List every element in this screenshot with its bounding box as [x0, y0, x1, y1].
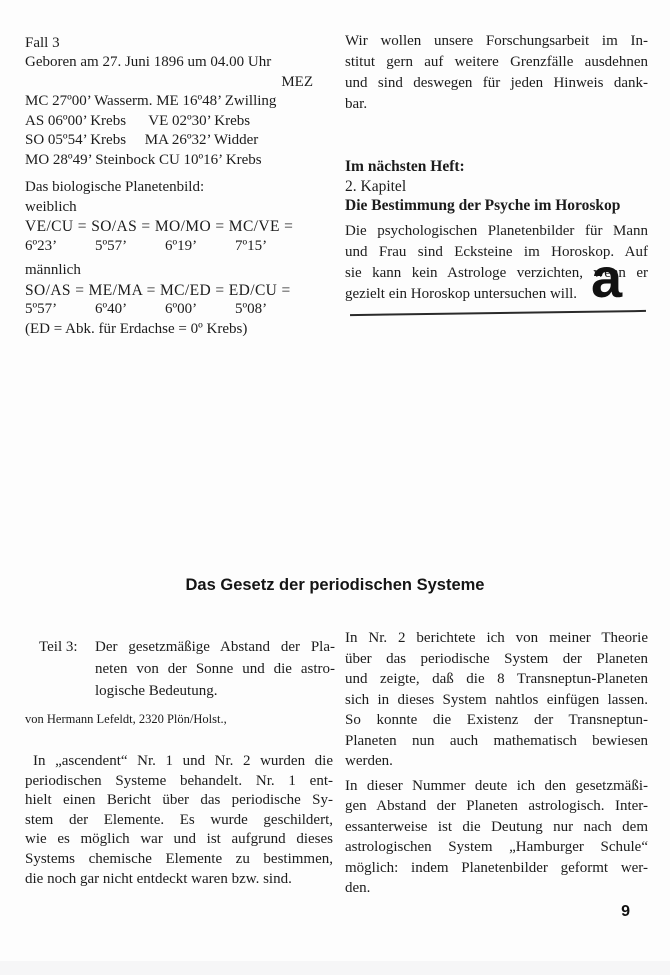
text-line: und zeigte, daß die 8 Transneptun-Planeten — [345, 671, 648, 687]
text-line: hielt einen Bericht über das periodische Sy- — [25, 792, 333, 809]
text-line: möglich: indem Planetenbilder geformt wer- — [345, 859, 648, 876]
text-line: MO 28º49’ Steinbock CU 10º16’ Krebs — [25, 151, 262, 168]
text-line: logische Bedeutung. — [95, 683, 218, 699]
text-line: die noch gar nicht entdeckt waren bzw. sind. — [25, 870, 292, 887]
formula-value: 6º19’ — [165, 237, 198, 254]
text-line: gezielt ein Horoskop untersuchen will. — [345, 285, 578, 302]
text-line: werden. — [345, 753, 393, 769]
text-line: stem der Elemente. Es wurde geschildert, — [25, 811, 333, 828]
formula-value: 6º23’ — [25, 237, 58, 254]
timezone-label: MEZ — [281, 73, 313, 90]
ed-abbreviation-note: (ED = Abk. für Erdachse = 0º Krebs) — [25, 320, 248, 337]
text-line: über das periodische System der Planeten — [345, 650, 648, 667]
text-line: SO 05º54’ Krebs MA 26º32’ Widder — [25, 132, 259, 148]
formula-value: 7º15’ — [235, 237, 268, 254]
male-label: männlich — [25, 262, 81, 278]
column-divider-rule — [350, 310, 646, 316]
part-label: Teil 3: — [39, 639, 78, 655]
bio-planet-picture-title: Das biologische Planetenbild: — [25, 179, 205, 195]
text-line: den. — [345, 880, 371, 897]
article-right-paragraph-2 — [345, 776, 648, 898]
male-formula-values — [25, 300, 333, 320]
part-heading-block — [25, 636, 335, 702]
formula-value: 6º00’ — [165, 301, 198, 317]
text-line: Der gesetzmäßige Abstand der Pla- — [95, 639, 335, 655]
text-line: essanterweise ist die Deutung nur nach dem — [345, 818, 648, 835]
chapter-title: Die Bestimmung der Psyche im Horoskop — [345, 197, 621, 214]
formula-value: 5º57’ — [25, 301, 58, 317]
formula-value: 5º08’ — [235, 301, 268, 317]
text-line: gen Abstand der Planeten astrologisch. Inter- — [345, 798, 648, 815]
text-line: und Frau sind Ecksteine im Horoskop. Auf — [345, 243, 648, 260]
scan-edge-shadow — [0, 961, 670, 975]
text-line: AS 06º00’ Krebs VE 02º30’ Krebs — [25, 112, 251, 129]
male-formula: SO/AS = ME/MA = MC/ED = ED/CU = — [25, 281, 291, 299]
text-line: periodischen Systeme behandelt. Nr. 1 ent- — [25, 772, 333, 789]
female-formula-values — [25, 237, 333, 257]
formula-value: 5º57’ — [95, 237, 128, 254]
planet-positions-table — [25, 92, 333, 170]
case-title: Fall 3 — [25, 35, 60, 51]
female-formula: VE/CU = SO/AS = MO/MO = MC/VE = — [25, 218, 294, 235]
text-line: Planeten nun auch mathematisch bewiesen — [345, 732, 648, 749]
article-left-paragraph — [25, 752, 333, 889]
article-title: Das Gesetz der periodischen Systeme — [185, 576, 485, 594]
female-label: weiblich — [25, 198, 77, 215]
text-line: sich in dieses System nahtlos einfügen lassen. — [345, 691, 648, 708]
text-line: In Nr. 2 berichtete ich von meiner Theorie — [345, 630, 648, 646]
text-line: So konnte die Existenz der Transneptun- — [345, 712, 648, 728]
text-line: In dieser Nummer deute ich den gesetzmäßi- — [345, 778, 648, 794]
text-line: Wir wollen unsere Forschungsarbeit im In- — [345, 33, 648, 49]
text-line: Systems chemische Elemente zu bestimmen, — [25, 850, 333, 867]
birth-data-line: Geboren am 27. Juni 1896 um 04.00 Uhr — [25, 54, 272, 70]
text-line: bar. — [345, 96, 368, 112]
text-line: In „ascendent“ Nr. 1 und Nr. 2 wurden die — [33, 753, 333, 769]
article-right-paragraph-1 — [345, 628, 648, 772]
text-line: und sind deswegen für jeden Hinweis dank- — [345, 75, 648, 91]
text-line: neten von der Sonne und die astro- — [95, 661, 335, 677]
part-title — [95, 636, 335, 702]
chapter-number: 2. Kapitel — [345, 177, 407, 195]
text-line: astrologischen System „Hamburger Schule“ — [345, 839, 648, 856]
next-issue-label: Im nächsten Heft: — [345, 158, 465, 175]
formula-value: 6º40’ — [95, 301, 128, 317]
text-line: sie kann kein Astrologe verzichten, wenn er — [345, 264, 648, 281]
text-line: wie es möglich war und ist aufgrund dieses — [25, 831, 333, 848]
text-line: MC 27º00’ Wasserm. ME 16º48’ Zwilling — [25, 93, 277, 109]
text-line: stitut gern auf weitere Grenzfälle ausdehnen — [345, 54, 648, 70]
case-data-block — [25, 33, 333, 339]
author-byline: von Hermann Lefeldt, 2320 Plön/Holst., — [25, 712, 227, 726]
page-number: 9 — [621, 903, 630, 920]
research-note-paragraph — [345, 31, 648, 115]
ascendent-a-logo-icon: a — [591, 246, 623, 309]
text-line: Die psychologischen Planetenbilder für Mann — [345, 222, 648, 239]
